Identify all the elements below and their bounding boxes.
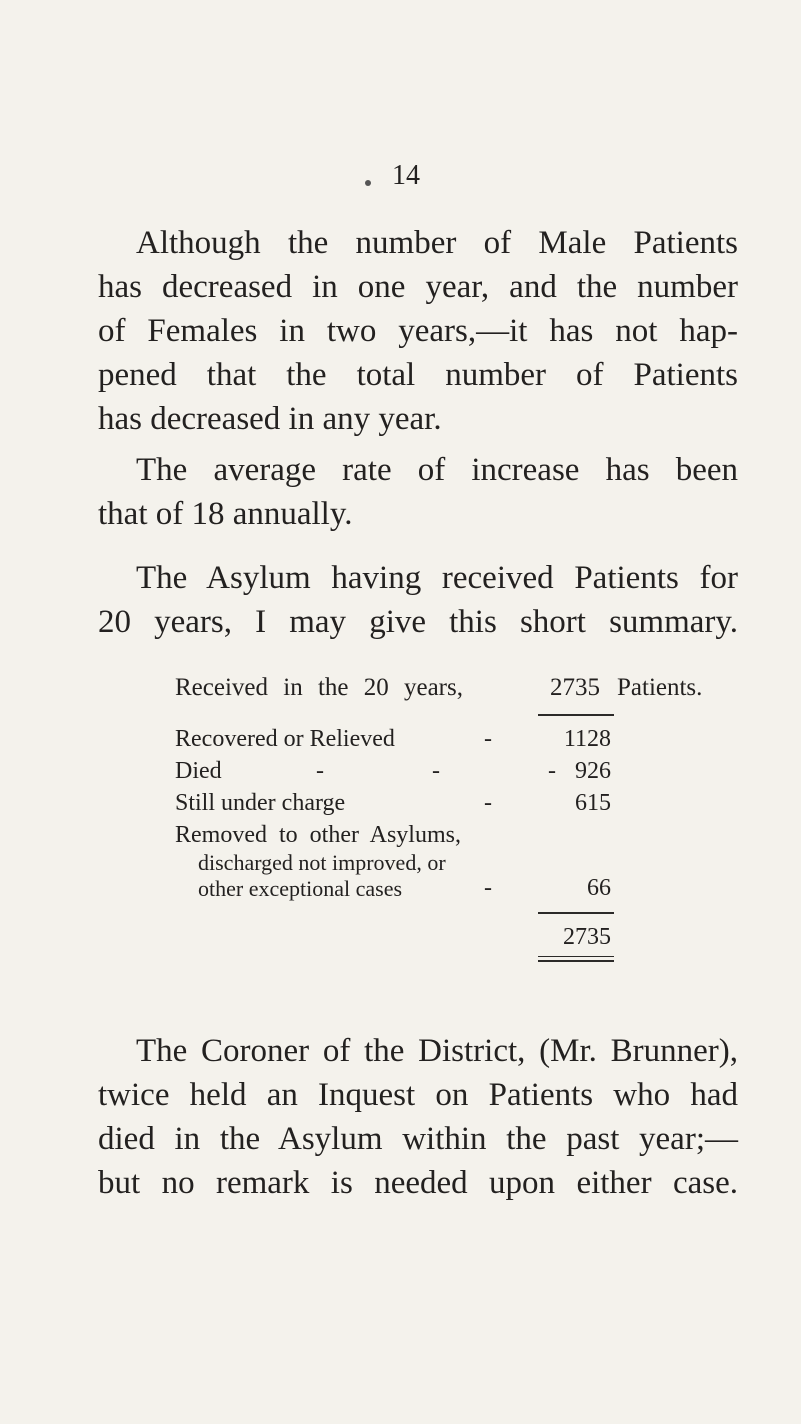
text-line: has decreased in one year, and the number [98, 269, 738, 305]
paragraph-coroner [98, 1029, 738, 1205]
rule-line [538, 912, 614, 914]
row-value-removed: 66 [587, 875, 611, 901]
row-value-died: 926 [575, 758, 611, 784]
text-line: The average rate of increase has been [136, 452, 738, 488]
row-label-removed-cont: discharged not improved, or [198, 850, 446, 875]
rule-line [538, 714, 614, 716]
row-dash: - - - [316, 758, 556, 784]
text-line: Although the number of Male Patients [136, 225, 738, 261]
text-line: that of 18 annually. [98, 496, 353, 532]
text-line: but no remark is needed upon either case. [98, 1165, 738, 1201]
text-line: The Coroner of the District, (Mr. Brunner), [136, 1033, 738, 1069]
paragraph-male-female [98, 221, 738, 441]
text-line: twice held an Inquest on Patients who had [98, 1077, 738, 1113]
row-label-died: Died [175, 758, 222, 784]
text-line: died in the Asylum within the past year;— [98, 1121, 738, 1157]
double-rule-bottom [538, 960, 614, 962]
row-label-removed-cont: other exceptional cases [198, 876, 403, 901]
text-line: The Asylum having received Patients for [136, 560, 738, 596]
row-value-recovered: 1128 [563, 726, 611, 752]
row-label-still-under-charge: Still under charge [175, 790, 346, 816]
double-rule-top [538, 956, 614, 957]
row-label-removed: Removed to other Asylums, [175, 822, 461, 848]
row-label-recovered: Recovered or Relieved [175, 726, 395, 752]
received-value: 2735 [550, 674, 600, 701]
page-number: 14 [392, 160, 420, 191]
row-value-still-under-charge: 615 [575, 790, 611, 816]
paragraph-average-rate [98, 448, 738, 536]
row-dash: - [484, 726, 492, 752]
text-line: of Females in two years,—it has not hap- [98, 313, 738, 349]
received-label: Received in the 20 years, [175, 674, 463, 701]
total-value: 2735 [563, 924, 611, 950]
received-unit: Patients. [617, 674, 703, 701]
row-dash: - [484, 875, 492, 901]
text-line: has decreased in any year. [98, 401, 442, 437]
text-line: pened that the total number of Patients [98, 357, 738, 393]
ink-dot [365, 180, 371, 186]
row-dash: - [484, 790, 492, 816]
text-line: 20 years, I may give this short summary. [98, 604, 738, 640]
paragraph-summary-intro [98, 556, 738, 644]
